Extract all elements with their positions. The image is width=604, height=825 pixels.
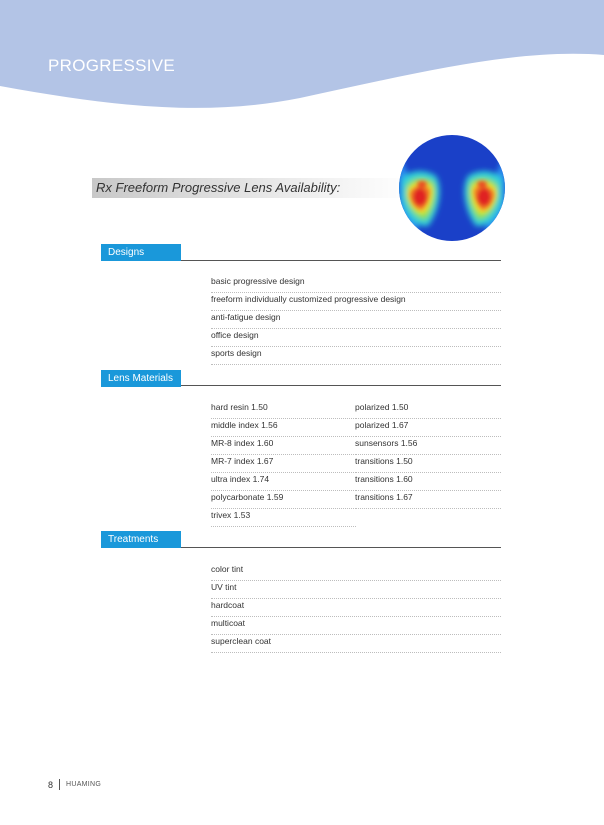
footer-brand: HUAMING — [66, 781, 102, 788]
material-item: transitions 1.50 — [355, 455, 501, 473]
material-item: transitions 1.60 — [355, 473, 501, 491]
material-item: MR-7 index 1.67 — [211, 455, 356, 473]
material-item: polycarbonate 1.59 — [211, 491, 356, 509]
material-item: MR-8 index 1.60 — [211, 437, 356, 455]
treatment-item: UV tint — [211, 581, 501, 599]
section-label-lens-materials: Lens Materials — [101, 370, 181, 387]
subtitle: Rx Freeform Progressive Lens Availability: — [96, 180, 341, 195]
material-item: trivex 1.53 — [211, 509, 356, 527]
treatment-item: color tint — [211, 563, 501, 581]
material-item: polarized 1.50 — [355, 401, 501, 419]
section-divider — [181, 385, 501, 386]
page-title: PROGRESSIVE — [48, 56, 176, 75]
section-divider — [181, 260, 501, 261]
design-item: sports design — [211, 347, 501, 365]
design-item: office design — [211, 329, 501, 347]
material-item: polarized 1.67 — [355, 419, 501, 437]
treatment-item: multicoat — [211, 617, 501, 635]
material-item: sunsensors 1.56 — [355, 437, 501, 455]
section-label-treatments: Treatments — [101, 531, 181, 548]
treatment-item: superclean coat — [211, 635, 501, 653]
material-item: transitions 1.67 — [355, 491, 501, 509]
design-item: freeform individually customized progressive design — [211, 293, 501, 311]
design-item: basic progressive design — [211, 275, 501, 293]
design-item: anti-fatigue design — [211, 311, 501, 329]
material-item: ultra index 1.74 — [211, 473, 356, 491]
footer-separator — [59, 779, 60, 790]
section-divider — [181, 547, 501, 548]
material-item: middle index 1.56 — [211, 419, 356, 437]
treatment-item: hardcoat — [211, 599, 501, 617]
section-label-designs: Designs — [101, 244, 181, 261]
lens-distortion-map-image — [398, 134, 506, 242]
page-number: 8 — [48, 780, 54, 790]
material-item: hard resin 1.50 — [211, 401, 356, 419]
